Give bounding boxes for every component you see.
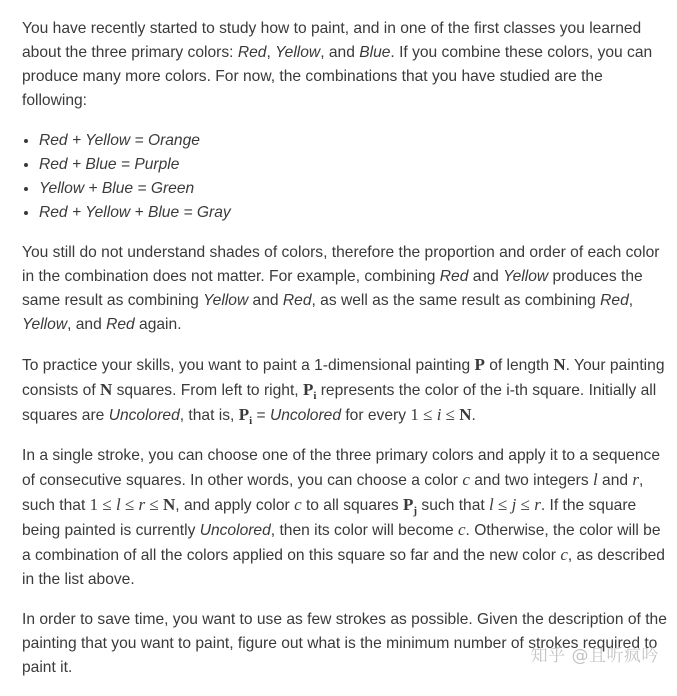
shades-paragraph: You still do not understand shades of colors, therefore the proportion and order of each color in the combination does not matter. For example, combining Red and Yellow produces the same result as combining Yellow and Red, as well as the same result as combining Red, Yellow, and Red again.	[22, 244, 660, 333]
combination-list	[22, 129, 670, 225]
intro-paragraph	[22, 17, 670, 113]
list-item: • Red + Yellow + Blue = Gray	[39, 201, 670, 225]
stroke-paragraph: In a single stroke, you can choose one of the three primary colors and apply it to a sequence of consecutive squares. In other words, you can choose a color c and two integers l and r, such that 1 ≤ l ≤ r ≤ N, and apply color c to all squares $P_j$ such that l ≤ j ≤ r. If the square being painted is currently Uncolored, then its color will become c. Otherwise, the color will be a combination of all the colors applied on this square so far and the new color c, as described in the list above.	[22, 447, 665, 588]
painting-paragraph: To practice your skills, you want to paint a 1-dimensional painting P of length N. Your painting consists of N squares. From left to right, $P_i$ represents the color of the i-th square. Initially all squares are Uncolored, that is, $P_i$ = Uncolored for every 1 ≤ i ≤ N.	[22, 355, 665, 428]
goal-paragraph: In order to save time, you want to use as few strokes as possible. Given the description of the painting that you want to paint, figure out what is the minimum number of strokes required to paint it.	[22, 611, 667, 676]
math-P: P	[474, 355, 485, 374]
watermark: 知乎 @且听疯吟	[530, 646, 659, 666]
math-P: P	[238, 405, 250, 424]
text: , and	[320, 44, 360, 61]
text: ,	[266, 44, 276, 61]
list-item: • Red + Blue = Purple	[39, 153, 670, 177]
list-item: • Red + Yellow = Orange	[39, 129, 670, 153]
color-yellow: Yellow	[275, 44, 321, 61]
problem-statement	[22, 17, 670, 696]
math-N: N	[459, 405, 472, 424]
list-item: • Yellow + Blue = Green	[39, 177, 670, 201]
math-N: N	[100, 380, 113, 399]
color-red: Red	[237, 44, 267, 61]
math-P: P	[302, 380, 314, 399]
math-N: N	[553, 355, 566, 374]
color-blue: Blue	[359, 44, 391, 61]
text: You have recently started to study how to paint, and in one of the first classes you learned about the three primary colors:	[22, 20, 642, 61]
text: . If you combine these colors, you can produce many more colors. For now, the combinations that you have studied are the following:	[22, 44, 653, 109]
